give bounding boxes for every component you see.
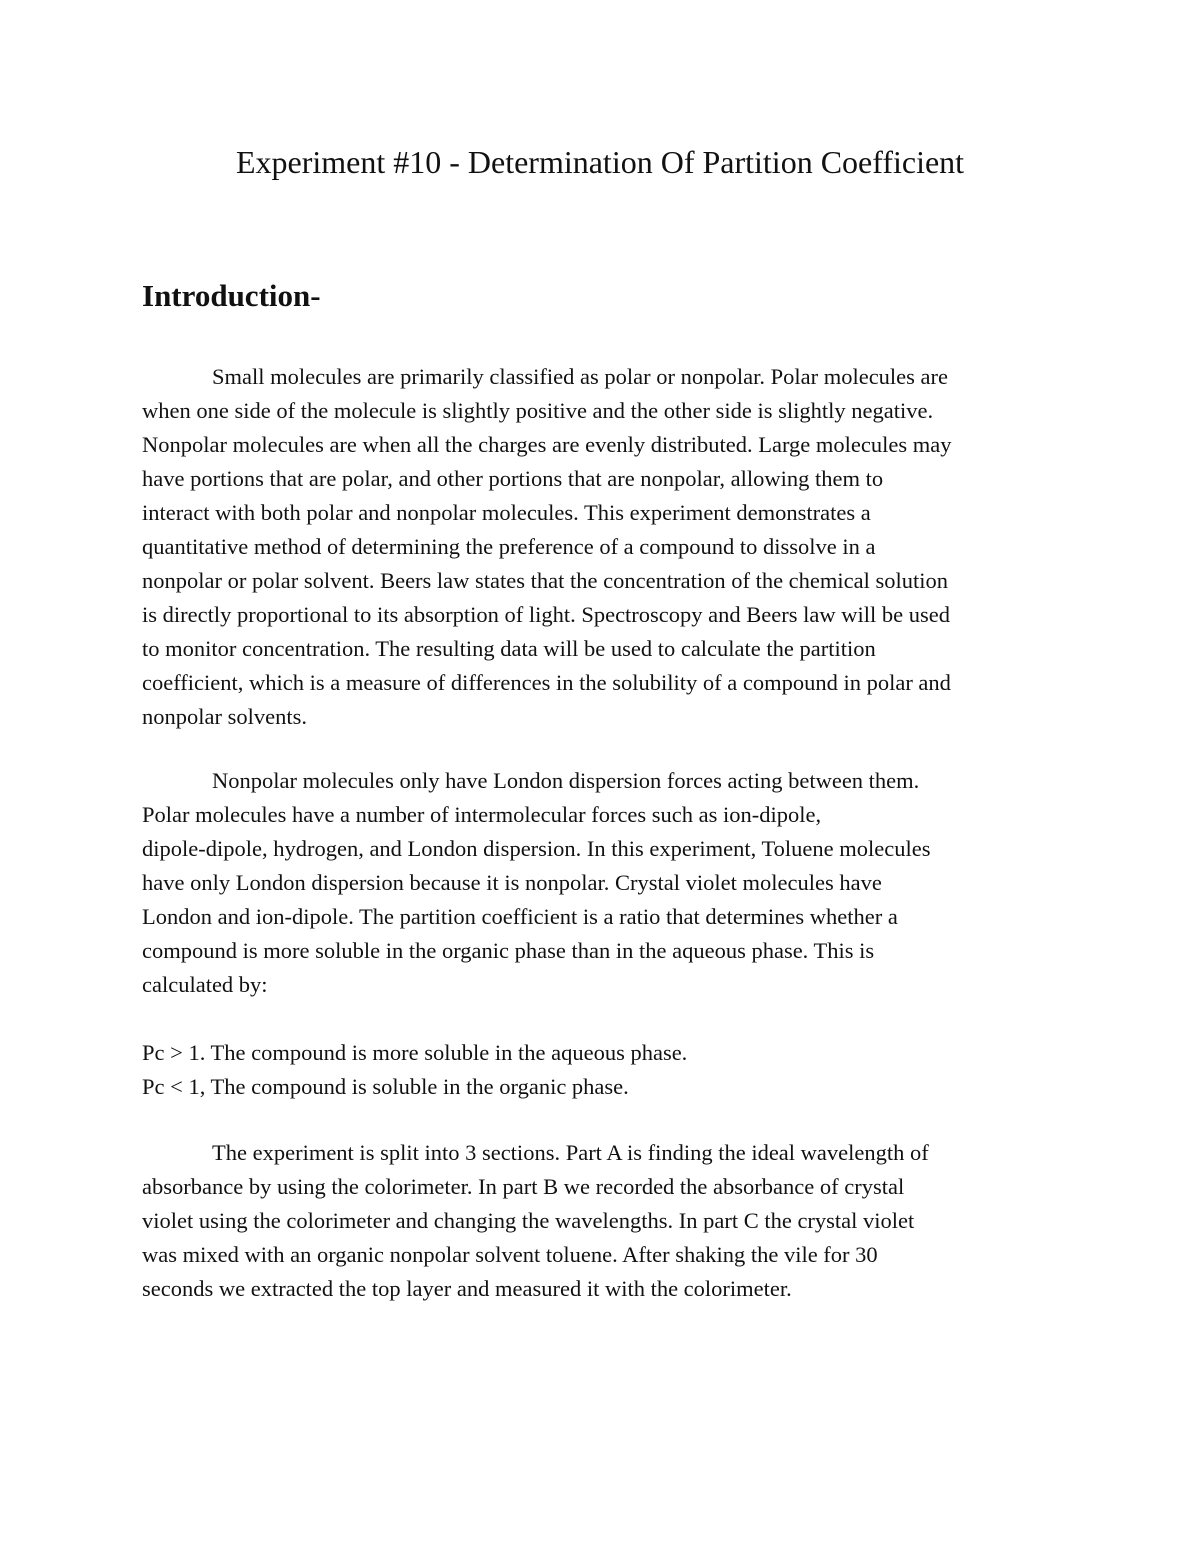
paragraph-line: dipole-dipole, hydrogen, and London dispersion. In this experiment, Toluene molecules [142, 836, 931, 861]
paragraph-line: compound is more soluble in the organic phase than in the aqueous phase. This is [142, 938, 875, 963]
paragraph-line: coefficient, which is a measure of differences in the solubility of a compound in polar and [142, 670, 951, 695]
paragraph-line: calculated by: [142, 972, 268, 997]
partition-coefficient-rules [142, 1036, 1082, 1104]
paragraph-line: Nonpolar molecules only have London dispersion forces acting between them. [212, 768, 920, 793]
section-heading-introduction: Introduction- [142, 278, 321, 313]
paragraph-1 [142, 360, 1082, 734]
paragraph-line: nonpolar or polar solvent. Beers law states that the concentration of the chemical solution [142, 568, 949, 593]
paragraph-line: have only London dispersion because it is nonpolar. Crystal violet molecules have [142, 870, 882, 895]
paragraph-line: violet using the colorimeter and changing the wavelengths. In part C the crystal violet [142, 1208, 915, 1233]
paragraph-line: absorbance by using the colorimeter. In part B we recorded the absorbance of crystal [142, 1174, 905, 1199]
paragraph-line: Polar molecules have a number of intermolecular forces such as ion-dipole, [142, 802, 822, 827]
paragraph-line: have portions that are polar, and other portions that are nonpolar, allowing them to [142, 466, 884, 491]
paragraph-line: London and ion-dipole. The partition coefficient is a ratio that determines whether a [142, 904, 898, 929]
paragraph-line: The experiment is split into 3 sections. Part A is finding the ideal wavelength of [212, 1140, 929, 1165]
paragraph-line: nonpolar solvents. [142, 704, 307, 729]
paragraph-3 [142, 1136, 1082, 1306]
rule-pc-greater-than-1: Pc > 1. The compound is more soluble in the aqueous phase. [142, 1040, 688, 1065]
paragraph-line: Small molecules are primarily classified as polar or nonpolar. Polar molecules are [212, 364, 949, 389]
paragraph-line: quantitative method of determining the preference of a compound to dissolve in a [142, 534, 876, 559]
paragraph-line: is directly proportional to its absorption of light. Spectroscopy and Beers law will be used [142, 602, 950, 627]
paragraph-line: when one side of the molecule is slightly positive and the other side is slightly negative. [142, 398, 934, 423]
document-title: Experiment #10 - Determination Of Partition Coefficient [235, 144, 965, 180]
paragraph-2 [142, 764, 1082, 1002]
rule-pc-less-than-1: Pc < 1, The compound is soluble in the organic phase. [142, 1074, 629, 1099]
paragraph-line: was mixed with an organic nonpolar solvent toluene. After shaking the vile for 30 [142, 1242, 878, 1267]
paragraph-line: Nonpolar molecules are when all the charges are evenly distributed. Large molecules may [142, 432, 952, 457]
paragraph-line: interact with both polar and nonpolar molecules. This experiment demonstrates a [142, 500, 871, 525]
paragraph-line: seconds we extracted the top layer and measured it with the colorimeter. [142, 1276, 792, 1301]
paragraph-line: to monitor concentration. The resulting data will be used to calculate the partition [142, 636, 876, 661]
